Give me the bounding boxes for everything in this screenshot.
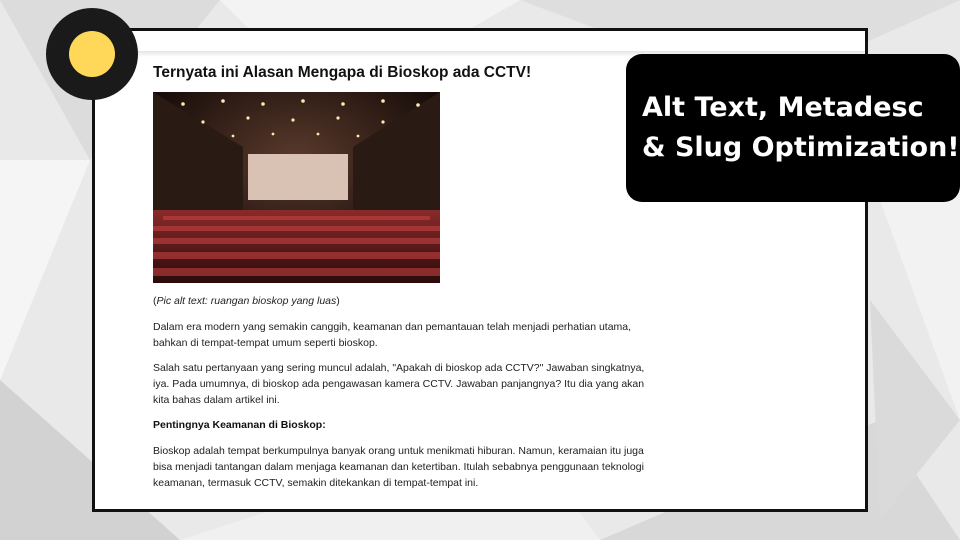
logo-circle bbox=[46, 8, 138, 100]
paragraph-security: Bioskop adalah tempat berkumpulnya banyak orang untuk menikmati hiburan. Namun, keramaian itu juga bisa menjadi tantangan dalam menjaga keamanan dan ketertiban. Itulah sebabnya penggunaan teknologi keamanan, termasuk CCTV, semakin ditekankan di tempat-tempat ini. bbox=[153, 445, 644, 489]
paragraph-question: Salah satu pertanyaan yang sering muncul adalah, "Apakah di bioskop ada CCTV?" Jawaban singkatnya, iya. Pada umumnya, di bioskop ada pengawasan kamera CCTV. Jawaban panjangnya? Itu dia yang akan kita bahas dalam artikel ini. bbox=[153, 362, 645, 406]
image-caption bbox=[153, 295, 340, 307]
caption-close: ) bbox=[336, 295, 340, 307]
yellow-dot-icon bbox=[69, 31, 115, 77]
callout-line-2: & Slug Optimization! bbox=[642, 132, 960, 163]
caption-open: ( bbox=[153, 295, 157, 307]
caption-alt-text: Pic alt text: ruangan bioskop yang luas bbox=[156, 295, 337, 307]
cinema-hall-image bbox=[153, 92, 440, 283]
callout-banner bbox=[626, 54, 960, 202]
callout-line-1: Alt Text, Metadesc bbox=[642, 92, 924, 123]
paragraph-intro: Dalam era modern yang semakin canggih, keamanan dan pemantauan telah menjadi perhatian utama, bahkan di tempat-tempat umum seperti bioskop. bbox=[153, 321, 632, 349]
article-title: Ternyata ini Alasan Mengapa di Bioskop ada CCTV! bbox=[153, 64, 532, 81]
section-heading: Pentingnya Keamanan di Bioskop: bbox=[153, 419, 326, 431]
